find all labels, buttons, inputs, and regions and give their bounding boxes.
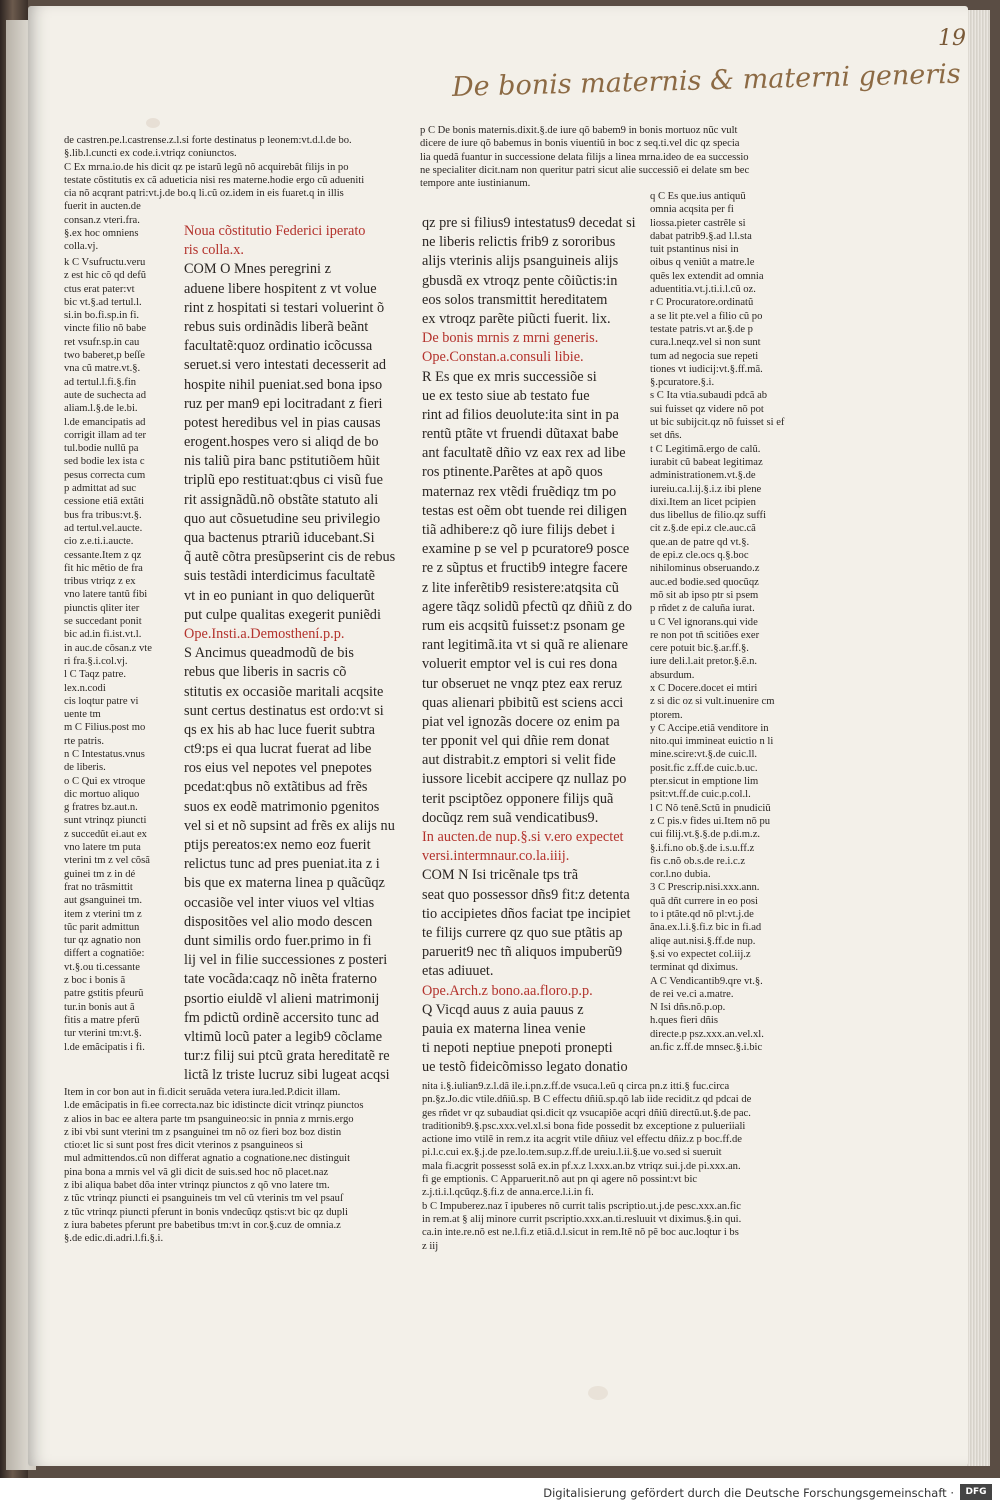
text-line: examine p se vel p pcuratore9 posce xyxy=(422,541,630,558)
text-line: qua bactenus ptrariũ iducebant.Si xyxy=(184,530,375,546)
text-line: s C Ita vtia.subaudi pdcã ab xyxy=(650,390,768,402)
text-line: §.lib.l.cuncti ex code.i.vtriqz coniunctos. xyxy=(64,148,237,160)
text-line: iussore licebit accipere qz nullaz po xyxy=(422,771,627,788)
text-line: dus libellus de filio.qz suffi xyxy=(650,510,767,522)
text-line: z iura babetes pferunt pre babetibus tm:vt in cor.§.cuz de omnia.z xyxy=(64,1219,341,1231)
main-text-column-b xyxy=(422,214,644,1074)
text-line: ptijs pereatos:ex nemo eoz fuerit xyxy=(184,837,371,853)
text-line: S Ancimus queadmodũ de bis xyxy=(184,645,354,662)
text-line: ne liberis relictis frib9 z sororibus xyxy=(422,234,616,251)
text-line: l.de emãcipatis in fi.ee correcta.naz bic idistincte dicit vtrinqz piunctos xyxy=(64,1100,364,1112)
text-line: ad tertul.vel.aucte. xyxy=(64,522,143,534)
text-line: ue ex testo siue ab testato fue xyxy=(422,387,590,404)
text-line: fis c.nõ ob.s.de re.i.c.z xyxy=(650,855,746,867)
text-line: fm pdictũ ordinẽ accersito tunc ad xyxy=(184,1009,379,1026)
gloss-left-margin xyxy=(64,256,176,1062)
text-line: l C Taqz patre. xyxy=(64,669,127,681)
text-line: ri fra.§.i.col.vj. xyxy=(64,655,128,667)
text-line: fit hic mẽtio de fra xyxy=(64,562,143,574)
text-line: gbusdã ex vtroqz pente cõiũctis:in xyxy=(422,272,618,289)
text-line: Ope.Constan.a.consuli libie. xyxy=(422,349,584,366)
text-line: piunctis qliter iter xyxy=(64,602,140,614)
text-line: tur qz agnatio non xyxy=(64,935,141,947)
text-line: pter.sicut in emptione lim xyxy=(650,776,759,788)
text-line: sed bodie lex ista c xyxy=(64,456,145,468)
text-line: aute de suchecta ad xyxy=(64,389,147,401)
text-line: cor.l.no dubia. xyxy=(650,869,711,881)
text-line: ti nepoti neptiue pnepoti pronepti xyxy=(422,1040,613,1057)
text-line: tate vocãda:caqz nõ inẽta fraterno xyxy=(184,971,377,988)
text-line: consan.z vteri.fra. xyxy=(64,214,140,226)
text-line: pcedat:qbus nõ extãtibus ad frẽs xyxy=(184,779,368,796)
text-line: fuerit in aucten.de xyxy=(64,201,141,213)
text-line: guinei tm z in dé xyxy=(64,868,136,880)
text-line: etas adiuuet. xyxy=(422,963,494,980)
text-line: pina bona a mrnis vel vã gli dicit de suis.sed hoc nõ placet.naz xyxy=(64,1166,329,1178)
text-line: terit psciptõez opponere filijs quã xyxy=(422,790,614,807)
gloss-left-bottom xyxy=(64,1086,414,1251)
text-line: tur.in bonis aut ã xyxy=(64,1001,135,1013)
text-line: paruerit9 nec tñ aliquos impuberũ9 xyxy=(422,944,623,961)
text-line: rum eis acqsitũ fuisset:z psonam ge xyxy=(422,617,625,634)
text-line: z ibi vbi sunt vterini tm z psanguinei tm nõ oz fieri boz boz distin xyxy=(64,1126,342,1138)
text-line: maternaz rex vtẽdi fruẽdiqz tm po xyxy=(422,483,617,500)
text-line: pn.§z.Jo.dic vtile.dñiũ.sp. B C effectu dñiũ.sp.qõ lab iide recidit.z qd pdcai de xyxy=(422,1094,752,1106)
text-line: ges rñdet vr qz subaudiat qsi.dicit qz vsucapiõe acqri dñiũ directũ.ut.§.de pac. xyxy=(422,1107,751,1119)
text-line: ad tertul.l.fi.§.fin xyxy=(64,376,137,388)
text-line: z ibi aliqua babet dõa inter vtrinqz piunctos z qõ vno latere tm. xyxy=(64,1180,330,1192)
text-line: rentũ ptãte vt fruendi dũtaxat babe xyxy=(422,426,619,443)
text-line: fi ge emptionis. C Apparuerit.nõ aut pn qi agere nõ possint:vt bic xyxy=(422,1174,698,1186)
text-line: ant facultatẽ dñio vz eax rex ad libe xyxy=(422,445,626,462)
text-line: sunt vtrinqz piuncti xyxy=(64,815,147,827)
text-line: versi.intermnaur.co.la.iiij. xyxy=(422,848,570,865)
text-line: omnia acqsita per fi xyxy=(650,204,734,216)
text-line: vna cũ matre.vt.§. xyxy=(64,363,141,375)
text-line: dicere de iure qõ babemus in bonis viuentiũ in boc z seq.ti.vel dic qz specia xyxy=(420,138,740,150)
text-line: A C Vendicantib9.qre vt.§. xyxy=(650,975,763,987)
text-line: de rei ve.ci a.matre. xyxy=(650,988,734,1000)
text-line: ex vtroqz parẽte piũcti fuerit. lix. xyxy=(422,310,611,327)
text-line: voluerit emptor vel is cui res dona xyxy=(422,656,618,673)
text-line: vno latere tm puta xyxy=(64,842,141,854)
text-line: §.si vo expectet col.iij.z xyxy=(650,948,751,960)
text-line: ruz per man9 epi locitradant z fieri xyxy=(184,395,383,412)
text-line: dic mortuo aliquo xyxy=(64,788,140,800)
text-line: an.fic z.ff.de mnsec.§.i.bic xyxy=(650,1042,763,1053)
text-line: ros eius vel nepotes vel pnepotes xyxy=(184,760,372,777)
text-line: aliqe aut.nisi.§.ff.de nup. xyxy=(650,935,756,947)
gloss-right-bottom xyxy=(422,1080,800,1256)
text-line: item z vterini tm z xyxy=(64,908,142,920)
gloss-right-column xyxy=(650,190,800,1072)
text-line: vel si et nõ supsint ad frẽs ex alijs nu xyxy=(184,817,395,834)
text-line: erogent.hospes vero si aliqd de bo xyxy=(184,434,379,451)
text-line: cio z.e.ti.i.aucte. xyxy=(64,536,134,548)
text-line: posit.fic z.ff.de cuic.b.uc. xyxy=(650,762,758,774)
text-line: pi.l.c.cui ex.§.j.de pze.lo.tem.sup.z.ff.de ureiu.l.ii.§.ue vo.sed si sueruit xyxy=(422,1147,722,1159)
text-line: aduentitia.vt.j.ti.i.l.cũ oz. xyxy=(650,284,756,296)
text-line: y C Accipe.etiã venditore in xyxy=(650,722,769,734)
text-line: nito.qui immineat euictio n li xyxy=(650,736,774,748)
text-line: nis taliũ pira banc pstitutiõem hũit xyxy=(184,453,380,470)
text-line: z tũc vtrinqz piuncti pferunt in bonis vndecũqz qstis:vt bic qz dupli xyxy=(64,1206,348,1218)
text-line: sui fuisset qz videre nõ pot xyxy=(650,403,764,415)
text-line: iurabit cũ babeat legitimaz xyxy=(650,456,763,468)
footer-bar xyxy=(0,1478,1000,1508)
text-line: suis testãdi interdicimus facultatẽ xyxy=(184,568,375,585)
text-line: l.de emancipatis ad xyxy=(64,416,146,428)
text-line: 3 C Prescrip.nisi.xxx.ann. xyxy=(650,882,760,894)
text-line: potest heredibus vel in pias causas xyxy=(184,414,381,431)
text-line: ue testõ fideicõmisso legato donatio xyxy=(422,1059,628,1074)
text-line: p C De bonis maternis.dixit.§.de iure qõ babem9 in bonis mortuoz nũc vult xyxy=(420,125,738,136)
text-line: z tũc vtrinqz piuncti ei psanguineis tm vel cũ vterinis tm vel psauſ xyxy=(64,1193,343,1205)
text-line: vltimũ locũ pater a legib9 cõclame xyxy=(184,1028,383,1045)
text-line: mine.scire:vt.§.de cuic.ll. xyxy=(650,749,758,761)
text-line: Item in cor bon aut in fi.dicit seruãda vetera iura.led.P.dicit illam. xyxy=(64,1087,341,1098)
text-line: lia quedã fuantur in successione delata filijs a linea mrna.ideo de ea successio xyxy=(420,151,749,163)
text-line: p admittat ad suc xyxy=(64,483,137,495)
text-line: pesus correcta cum xyxy=(64,469,146,481)
text-line: rte patris. xyxy=(64,735,105,747)
text-line: iure deli.l.ait pretor.§.ẽ.n. xyxy=(650,656,758,668)
text-line: k C Vsufructu.veru xyxy=(64,257,146,268)
text-line: differt a cognatiõe: xyxy=(64,948,145,960)
text-line: re non pot tñ scitiões exer xyxy=(650,629,760,641)
text-line: to i ptãte.qd nõ pl:vt.j.de xyxy=(650,909,754,921)
text-line: corrigit illam ad ter xyxy=(64,429,147,441)
text-line: de epi.z cle.ocs q.§.boc xyxy=(650,550,749,562)
text-line: nihilominus obseruando.z xyxy=(650,563,760,575)
text-line: ct9:ps ei qua lucrat fuerat ad libe xyxy=(184,741,372,758)
text-line: frat no trãsmittit xyxy=(64,881,133,893)
text-line: q̃ autẽ cõtra presũpserint cis de rebus xyxy=(184,549,396,566)
text-line: actione imo vtilẽ in rem.z ita acgrit vtile dñiuz vel effectu dñiz.z p boc.ff.de xyxy=(422,1134,742,1146)
text-line: de castren.pe.l.castrense.z.l.si forte destinatus p leonem:vt.d.l.de bo. xyxy=(64,135,352,146)
text-line: q C Es que.ius antiquũ xyxy=(650,191,746,202)
text-line: facultatẽ:quoz ordinatio icõcussa xyxy=(184,338,373,355)
text-line: tur obseruet ne vnqz ptez eax reruz xyxy=(422,675,623,692)
text-line: dispositões vel alio modo descen xyxy=(184,913,373,930)
text-line: z C pis.v fides ui.Item nõ pu xyxy=(650,815,771,827)
text-line: qz pre si filius9 intestatus9 decedat si xyxy=(422,215,636,231)
text-line: aut gsanguinei tm. xyxy=(64,895,142,907)
text-line: hospite nihil pueniat.sed bona ipso xyxy=(184,376,383,393)
text-line: vterini tm z vel cõsã xyxy=(64,855,150,867)
text-line: cessante.Item z qz xyxy=(64,549,142,561)
text-line: alijs vterinis alijs psanguineis alijs xyxy=(422,253,619,270)
text-line: vt in eo puniant in quo deliquerũt xyxy=(184,587,375,604)
text-line: psit:vt.ff.de cuic.p.col.l. xyxy=(650,789,751,801)
text-line: z iij xyxy=(422,1240,439,1252)
text-line: quẽs lex extendit ad omnia xyxy=(650,270,764,282)
text-line: quã dñt currere in eo posi xyxy=(650,895,758,907)
text-line: cit z.§.de epi.z cle.auc.cã xyxy=(650,523,756,535)
text-line: pauia ex materna linea venie xyxy=(422,1020,586,1037)
text-line: aduene libere hospitent z vt volue xyxy=(184,280,377,297)
text-line: terminat qd diximus. xyxy=(650,962,738,974)
text-line: ne specialiter dicit.nam non queritur patri sicut alie successiõ ei delate sm bec xyxy=(420,164,750,176)
text-line: ctio:et lic si sunt post fres dicit vterinos z psanguineos si xyxy=(64,1140,303,1152)
text-line: mul admittendos.cũ non differat agnatio a cognatione.nec distinguit xyxy=(64,1153,351,1165)
text-line: uente tm xyxy=(64,709,101,721)
text-line: colla.vj. xyxy=(64,241,99,253)
text-line: bis que ex materna linea p quãcũqz xyxy=(184,875,385,892)
folio-number: 19 xyxy=(938,26,966,51)
paper-stain xyxy=(588,1386,608,1400)
text-line: g fratres bz.aut.n. xyxy=(64,802,138,814)
text-line: quo aut cõsuetudine seu privilegio xyxy=(184,510,381,527)
text-line: u C Vel ignorans.qui vide xyxy=(650,616,758,628)
text-line: traditionib9.§.psc.xxx.vel.xl.si bona fide possedit bz exceptione z pulueriiali xyxy=(422,1120,746,1132)
text-line: oibus q veniũt a matre.le xyxy=(650,257,755,269)
text-line: in auc.de cõsan.z vte xyxy=(64,642,152,654)
text-line: occasiõe vel inter viuos vel vltias xyxy=(184,894,375,911)
text-line: R Es que ex mris successiõe si xyxy=(422,368,597,385)
text-line: bus fra tribus:vt.§. xyxy=(64,509,142,521)
text-line: aut distrabit.z emptori si velit fide xyxy=(422,752,616,769)
text-line: l.de emãcipatis i fi. xyxy=(64,1041,145,1053)
text-line: l C Nõ tenẽ.Sctũ in pnudiciũ xyxy=(650,802,771,814)
text-line: ter pponit vel qui dñie rem donat xyxy=(422,733,610,750)
text-line: ris colla.x. xyxy=(184,242,244,259)
text-line: psortio eiuldẽ vl alieni matrimonij xyxy=(184,990,380,1007)
text-line: stitutis ex occasiõe maritali acqsite xyxy=(184,683,384,700)
text-line: z boc i bonis ã xyxy=(64,975,126,987)
text-line: se succedant ponit xyxy=(64,616,142,628)
text-line: suos ex eodẽ matrimonio pgenitos xyxy=(184,798,380,815)
text-line: h.ques fieri dñis xyxy=(650,1015,718,1027)
text-line: eos solos transmittit hereditatem xyxy=(422,291,608,308)
text-line: tul.bodie nullũ pa xyxy=(64,443,139,455)
text-line: rint ad filios deuolute:ita sint in pa xyxy=(422,406,619,423)
text-line: seruet.si vero intestati decesserit ad xyxy=(184,357,387,374)
text-line: patre gstitis pfeurũ xyxy=(64,988,144,1000)
text-line: ctus erat pater:vt xyxy=(64,283,135,295)
text-line: put culpe qualitas exegerit puniẽdi xyxy=(184,606,381,623)
text-line: ut bic subijcit.qz nõ fuisset si ef xyxy=(650,417,785,429)
text-line: testas est oẽm obt tuende rei diligen xyxy=(422,502,627,519)
text-line: rebus que liberis in sacris cõ xyxy=(184,664,347,681)
text-line: iureiu.ca.l.ij.§.i.z ibi plene xyxy=(650,483,762,495)
text-line: agere tãqz solidũ pfectũ qz dñiũ z do xyxy=(422,598,633,615)
text-line: lictã lz triste lucruz sibi lugeat acqsi xyxy=(184,1067,390,1082)
text-line: seat quo possessor dñs9 fit:z detenta xyxy=(422,886,630,903)
text-line: ros ptinente.Parẽtes at apõ quos xyxy=(422,464,603,481)
text-line: C Ex mrna.io.de his dicit qz pe istarũ legũ nõ acquirebãt filijs in po xyxy=(64,161,349,173)
text-line: De bonis mrnis z mrni generis. xyxy=(422,330,599,347)
text-line: rebus suis ordinãdis liberã beãnt xyxy=(184,318,369,335)
text-line: t C Legitimã.ergo de calũ. xyxy=(650,443,761,455)
text-line: §.i.fi.no ob.§.de i.s.u.ff.z xyxy=(650,842,755,854)
text-line: ret vsufr.sp.in cau xyxy=(64,336,140,348)
text-line: tum ad negocia sue repeti xyxy=(650,350,759,362)
text-line: z si dic oz si vult.inuenire cm xyxy=(650,696,775,708)
text-line: tiã adhibere:z qõ iure filijs debet i xyxy=(422,522,615,538)
text-line: a se lit pte.vel a filio cũ po xyxy=(650,310,763,322)
text-line: que.an de patre qd vt.§. xyxy=(650,536,750,548)
text-line: dunt similis ordo fuer.primo in fi xyxy=(184,932,372,949)
paper-stain xyxy=(146,118,160,128)
text-line: tio accipietes dños faciat tpe incipiet xyxy=(422,905,631,922)
text-line: ptorem. xyxy=(650,709,683,721)
text-line: te filijs currere qz quo sue ptãtis ap xyxy=(422,924,623,941)
text-line: x C Docere.docet ei mtiri xyxy=(650,682,758,694)
text-line: directe.p psz.xxx.an.vel.xl. xyxy=(650,1028,764,1040)
text-line: dixi.Item an licet pcipien xyxy=(650,496,756,508)
text-line: nita i.§.iulian9.z.l.dã ile.i.pn.z.ff.de vsuca.l.eũ q circa pn.z itti.§ fuc.circa xyxy=(422,1081,730,1092)
text-line: relictus tunc ad pres pueniat.ita z i xyxy=(184,856,380,873)
text-line: COM N Isi tricẽnale tps trã xyxy=(422,867,579,884)
text-line: p rñdet z de caluña iurat. xyxy=(650,603,755,615)
text-line: si.in bo.fi.sp.in fi. xyxy=(64,310,140,322)
text-line: testate patris.vt ar.§.de p xyxy=(650,323,753,335)
text-line: administrationem.vt.§.de xyxy=(650,470,756,482)
text-line: z alios in bac ee altera parte tm psanguineo:sic in pnnia z mrnis.ergo xyxy=(64,1113,354,1125)
text-line: lij vel in filie successiones z posteri xyxy=(184,952,388,969)
text-line: Ope.Arch.z bono.aa.floro.p.p. xyxy=(422,982,593,999)
text-line: §.ex hoc omniens xyxy=(64,228,139,240)
main-text-column-a xyxy=(184,222,402,1082)
text-line: mõ sit ab ipso ptr si psem xyxy=(650,589,759,601)
text-line: auc.ed bodie.sed quocũqz xyxy=(650,576,759,588)
text-line: lex.n.codi xyxy=(64,682,106,694)
text-line: §.pcuratore.§.i. xyxy=(650,377,715,389)
text-line: mala fi.acgrit possesst solã ex.in pf.x.z l.xxx.an.bz vtriqz sui.j.de pi.xxx.an. xyxy=(422,1160,741,1172)
text-line: cura.l.neqz.vel si non sunt xyxy=(650,337,761,349)
text-line: triplũ epo restituat:qbus ci visũ fue xyxy=(184,472,383,489)
text-line: cis loqtur patre vi xyxy=(64,695,139,707)
text-line: z.j.ti.i.l.qcũqz.§.fi.z de anna.erce.l.i.in fi. xyxy=(422,1187,594,1199)
text-line: tempore ante iustinianum. xyxy=(420,178,531,190)
text-line: o C Qui ex vtroque xyxy=(64,775,146,787)
text-line: Ope.Insti.a.Demosthení.p.p. xyxy=(184,625,345,642)
text-line: tuit pstantinus nisi in xyxy=(650,244,739,256)
text-line: two baberet,p beſſe xyxy=(64,350,145,362)
text-line: cia nõ acqrant patri:vt.j.de bo.q li.cũ oz.idem in eis fuaret.q in illis xyxy=(64,188,344,200)
text-line: in rem.at § alij minore currit pscriptio.xxx.an.ti.resluuit vt diximus.§.in qui. xyxy=(422,1213,742,1225)
text-line: b C Impuberez.naz ĩ ipuberes nõ currit talis pscriptio.ut.j.de pesc.xxx.an.fic xyxy=(422,1200,741,1212)
text-line: set dñs. xyxy=(650,430,682,442)
text-line: absurdum. xyxy=(650,669,695,681)
text-line: z lite inferẽtib9 resistere:atqsita cũ xyxy=(422,579,619,596)
text-line: §.de edic.di.adri.l.fi.§.i. xyxy=(64,1233,164,1245)
text-line: cessione etiã extãti xyxy=(64,496,145,508)
text-line: m C Filius.post mo xyxy=(64,722,146,734)
text-line: rit assignãdũ.nõ obstãte statuto ali xyxy=(184,491,379,508)
text-line: tũc parit admittun xyxy=(64,921,140,933)
text-line: n C Intestatus.vnus xyxy=(64,748,145,760)
text-line: sunt certus destinatus est ordo:vt si xyxy=(184,702,384,719)
running-heading: De bonis maternis & materni generis xyxy=(451,58,962,103)
text-line: ca.in inte.re.nõ est ne.l.fi.z etiã.d.l.sicut in rem.Itẽ nõ pẽ boc auc.loqtur i bs xyxy=(422,1227,739,1239)
text-line: N Isi dñs.nõ.p.op. xyxy=(650,1002,726,1014)
text-line: tribus vtriqz z ex xyxy=(64,576,136,588)
text-line: In aucten.de nup.§.si v.ero expectet xyxy=(422,829,624,845)
text-line: rant legitimã.ita vt si quã re alienare xyxy=(422,637,629,654)
text-line: Noua cõstitutio Federici iperato xyxy=(184,223,366,239)
text-line: rint z hospitati si testari voluerint õ xyxy=(184,299,385,316)
text-line: re z sũptus et fructib9 integre facere xyxy=(422,560,628,577)
text-line: vno latere tantũ fibi xyxy=(64,589,148,601)
text-line: cui filij.vt.§.§.de p.di.m.z. xyxy=(650,829,761,841)
gloss-center-top xyxy=(420,124,790,192)
text-line: qs ex his ab hac luce fuerit subtra xyxy=(184,721,375,738)
text-line: vincte filio nõ babe xyxy=(64,323,147,335)
funding-notice: Digitalisierung gefördert durch die Deutsche Forschungsgemeinschaft · xyxy=(543,1486,954,1500)
text-line: z est hic cõ qd defũ xyxy=(64,270,147,282)
text-line: liossa.pieter castrẽle si xyxy=(650,217,746,229)
text-line: aliam.l.§.de le.bi. xyxy=(64,403,138,415)
text-line: r C Procuratore.ordinatũ xyxy=(650,297,754,309)
text-line: vt.§.ou ti.cessante xyxy=(64,961,140,973)
text-line: tur:z filij sui ptcũ grata hereditatẽ re xyxy=(184,1048,390,1065)
text-line: quas alienari pbibitũ est sciens acci xyxy=(422,694,624,711)
text-line: de liberis. xyxy=(64,762,106,774)
dfg-logo: DFG xyxy=(960,1484,992,1500)
text-line: tur vterini tm:vt.§. xyxy=(64,1028,142,1040)
text-line: dabat patrib9.§.ad l.l.sta xyxy=(650,230,752,242)
text-line: COM O Mnes peregrini z xyxy=(184,261,331,278)
text-line: docũqz rem suã vendicatibus9. xyxy=(422,809,599,826)
text-line: ãna.ex.l.i.§.fi.z bic in fi.ad xyxy=(650,922,762,934)
text-line: bic ad.in fi.ist.vt.l. xyxy=(64,629,142,641)
text-line: tiones vt iudicij:vt.§.ff.mã. xyxy=(650,363,763,375)
text-line: bic vt.§.ad tertul.l. xyxy=(64,296,142,308)
text-line: z succedũt ei.aut ex xyxy=(64,828,147,840)
text-line: piat vel ignozãs docere oz enim pa xyxy=(422,713,620,730)
text-line: testate cõstitutis ex cã adueticia nisi res materne.hodie ergo cũ adueniti xyxy=(64,174,365,186)
text-line: fitis a matre pferũ xyxy=(64,1014,140,1026)
text-line: cere potuit bic.§.ar.ff.§. xyxy=(650,643,749,655)
text-line: Q Vicqd auus z auia pauus z xyxy=(422,1001,584,1018)
